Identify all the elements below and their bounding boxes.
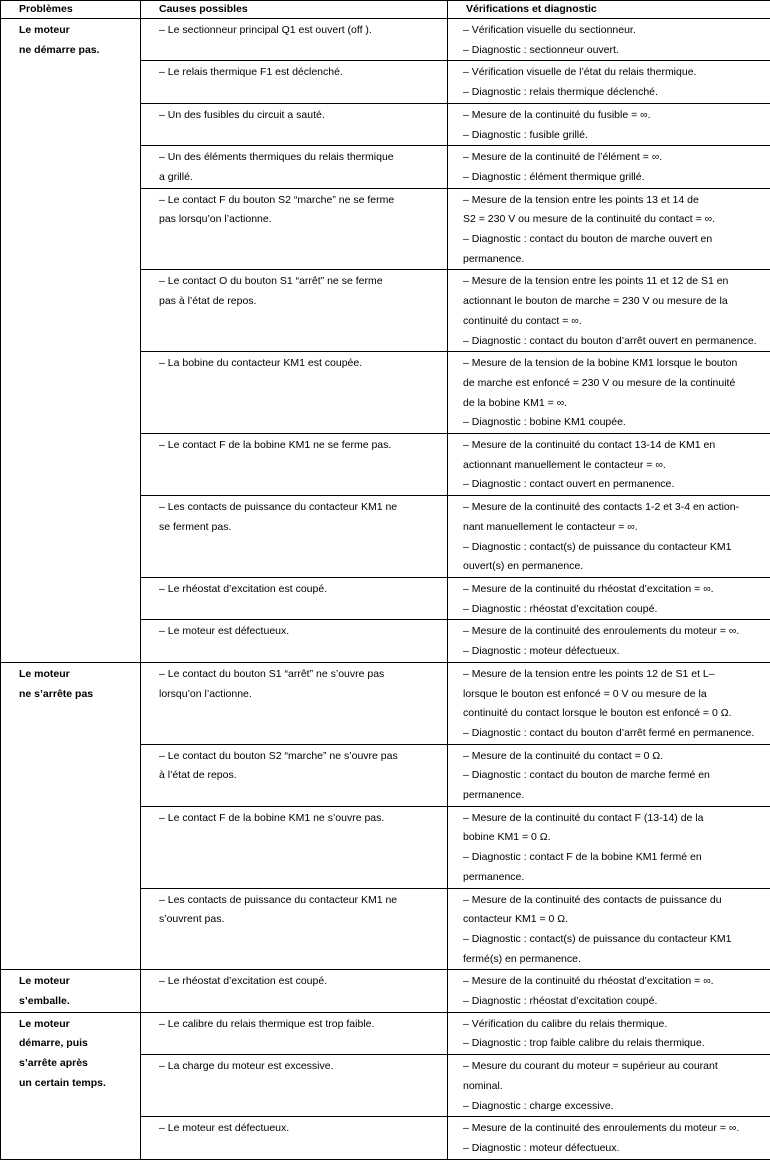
cause-cell (141, 496, 448, 578)
cause-line: – Le relais thermique F1 est déclenché. (159, 63, 443, 83)
verification-cell (448, 620, 770, 662)
verification-line: continuité du contact lorsque le bouton est enfoncé = 0 Ω. (463, 704, 766, 724)
verification-line: – Diagnostic : rhéostat d’excitation coupé. (463, 992, 766, 1012)
cause-cell (141, 620, 448, 662)
probleme-cell (1, 19, 141, 663)
verification-cell (448, 496, 770, 578)
cause-line: – Le contact O du bouton S1 “arrêt” ne se ferme (159, 272, 443, 292)
probleme-line: ne démarre pas. (19, 41, 140, 61)
verification-cell (448, 662, 770, 744)
verification-line: – Mesure de la continuité des contacts de puissance du (463, 891, 766, 911)
probleme-line: ne s’arrête pas (19, 685, 140, 705)
cause-line: lorsqu’on l’actionne. (159, 685, 443, 705)
cause-line: – Le contact du bouton S1 “arrêt” ne s’ouvre pas (159, 665, 443, 685)
cause-line: – La charge du moteur est excessive. (159, 1057, 443, 1077)
verification-line: permanence. (463, 786, 766, 806)
probleme-cell (1, 970, 141, 1012)
verification-line: – Diagnostic : contact(s) de puissance du contacteur KM1 (463, 538, 766, 558)
verification-line: – Mesure de la continuité du rhéostat d’excitation = ∞. (463, 580, 766, 600)
cause-line: pas à l’état de repos. (159, 292, 443, 312)
verification-cell (448, 352, 770, 434)
cause-line: a grillé. (159, 168, 443, 188)
verification-line: – Mesure de la continuité des enroulements du moteur = ∞. (463, 622, 766, 642)
verification-line: actionnant manuellement le contacteur = ∞. (463, 456, 766, 476)
verification-line: – Diagnostic : contact du bouton de marche ouvert en (463, 230, 766, 250)
verification-line: actionnant le bouton de marche = 230 V ou mesure de la (463, 292, 766, 312)
verification-line: – Diagnostic : contact du bouton de marche fermé en (463, 766, 766, 786)
cause-line: – Un des éléments thermiques du relais thermique (159, 148, 443, 168)
cause-cell (141, 146, 448, 188)
verification-line: – Mesure de la continuité du fusible = ∞. (463, 106, 766, 126)
table-row (1, 19, 770, 61)
cause-cell (141, 888, 448, 970)
probleme-line: s’emballe. (19, 992, 140, 1012)
verification-line: nant manuellement le contacteur = ∞. (463, 518, 766, 538)
cause-line: – Les contacts de puissance du contacteur KM1 ne (159, 498, 443, 518)
verification-line: nominal. (463, 1077, 766, 1097)
verification-cell (448, 1117, 770, 1159)
verification-line: continuité du contact = ∞. (463, 312, 766, 332)
cause-line: – Le sectionneur principal Q1 est ouvert (off ). (159, 21, 443, 41)
cause-cell (141, 662, 448, 744)
probleme-line: Le moteur (19, 972, 140, 992)
verification-line: – Diagnostic : charge excessive. (463, 1097, 766, 1117)
cause-line: – Le moteur est défectueux. (159, 1119, 443, 1139)
verification-line: – Diagnostic : trop faible calibre du relais thermique. (463, 1034, 766, 1054)
cause-cell (141, 970, 448, 1012)
verification-line: – Diagnostic : contact F de la bobine KM1 fermé en (463, 848, 766, 868)
verification-cell (448, 434, 770, 496)
verification-cell (448, 744, 770, 806)
cause-cell (141, 61, 448, 103)
verification-cell (448, 806, 770, 888)
cause-cell (141, 1055, 448, 1117)
probleme-line: un certain temps. (19, 1074, 140, 1094)
cause-cell (141, 1012, 448, 1054)
cause-line: se ferment pas. (159, 518, 443, 538)
verification-line: – Mesure de la continuité du contact 13-14 de KM1 en (463, 436, 766, 456)
verification-line: – Mesure de la continuité des contacts 1-2 et 3-4 en action- (463, 498, 766, 518)
cause-line: – Le contact F du bouton S2 “marche” ne se ferme (159, 191, 443, 211)
verification-line: – Diagnostic : contact ouvert en permanence. (463, 475, 766, 495)
verification-line: permanence. (463, 868, 766, 888)
probleme-line: Le moteur (19, 1015, 140, 1035)
cause-line: – Le calibre du relais thermique est trop faible. (159, 1015, 443, 1035)
verification-line: – Mesure de la tension entre les points 12 de S1 et L– (463, 665, 766, 685)
verification-cell (448, 61, 770, 103)
probleme-line: démarre, puis (19, 1034, 140, 1054)
verification-line: contacteur KM1 = 0 Ω. (463, 910, 766, 930)
table-row (1, 970, 770, 1012)
verification-cell (448, 146, 770, 188)
verification-line: bobine KM1 = 0 Ω. (463, 828, 766, 848)
header-causes: Causes possibles (141, 1, 448, 19)
verification-cell (448, 888, 770, 970)
cause-line: – Le rhéostat d’excitation est coupé. (159, 580, 443, 600)
cause-cell (141, 1117, 448, 1159)
cause-line: à l’état de repos. (159, 766, 443, 786)
verification-line: – Vérification du calibre du relais thermique. (463, 1015, 766, 1035)
verification-line: – Mesure de la tension entre les points 13 et 14 de (463, 191, 766, 211)
cause-cell (141, 434, 448, 496)
cause-cell (141, 19, 448, 61)
header-verifications: Vérifications et diagnostic (448, 1, 770, 19)
verification-line: – Diagnostic : contact du bouton d’arrêt ouvert en permanence. (463, 332, 766, 352)
table-row (1, 1012, 770, 1054)
probleme-line: Le moteur (19, 665, 140, 685)
cause-line: – Le moteur est défectueux. (159, 622, 443, 642)
probleme-line: s’arrête après (19, 1054, 140, 1074)
cause-line: – La bobine du contacteur KM1 est coupée. (159, 354, 443, 374)
probleme-line: Le moteur (19, 21, 140, 41)
cause-cell (141, 270, 448, 352)
verification-line: – Diagnostic : élément thermique grillé. (463, 168, 766, 188)
verification-line: – Vérification visuelle de l’état du relais thermique. (463, 63, 766, 83)
verification-line: – Diagnostic : moteur défectueux. (463, 642, 766, 662)
verification-line: de marche est enfoncé = 230 V ou mesure de la continuité (463, 374, 766, 394)
cause-line: – Le contact F de la bobine KM1 ne se ferme pas. (159, 436, 443, 456)
verification-cell (448, 970, 770, 1012)
verification-line: – Mesure de la continuité de l’élément = ∞. (463, 148, 766, 168)
verification-cell (448, 19, 770, 61)
verification-line: – Mesure de la continuité du contact F (13-14) de la (463, 809, 766, 829)
verification-line: – Diagnostic : rhéostat d’excitation coupé. (463, 600, 766, 620)
verification-cell (448, 103, 770, 145)
cause-cell (141, 577, 448, 619)
verification-cell (448, 1055, 770, 1117)
verification-line: – Diagnostic : contact du bouton d’arrêt fermé en permanence. (463, 724, 766, 744)
cause-cell (141, 806, 448, 888)
header-row (1, 1, 770, 19)
probleme-cell (1, 1012, 141, 1159)
cause-cell (141, 188, 448, 270)
cause-line: pas lorsqu’on l’actionne. (159, 210, 443, 230)
verification-line: S2 = 230 V ou mesure de la continuité du contact = ∞. (463, 210, 766, 230)
verification-line: – Diagnostic : fusible grillé. (463, 126, 766, 146)
cause-cell (141, 352, 448, 434)
cause-line: – Les contacts de puissance du contacteur KM1 ne (159, 891, 443, 911)
verification-cell (448, 1012, 770, 1054)
verification-line: lorsque le bouton est enfoncé = 0 V ou mesure de la (463, 685, 766, 705)
verification-cell (448, 577, 770, 619)
header-problemes: Problèmes (1, 1, 141, 19)
probleme-cell (1, 662, 141, 970)
verification-cell (448, 270, 770, 352)
verification-line: de la bobine KM1 = ∞. (463, 394, 766, 414)
cause-line: – Le rhéostat d’excitation est coupé. (159, 972, 443, 992)
verification-line: – Diagnostic : bobine KM1 coupée. (463, 413, 766, 433)
verification-line: ouvert(s) en permanence. (463, 557, 766, 577)
verification-cell (448, 188, 770, 270)
verification-line: – Diagnostic : contact(s) de puissance du contacteur KM1 (463, 930, 766, 950)
cause-line: – Le contact du bouton S2 “marche” ne s’ouvre pas (159, 747, 443, 767)
verification-line: – Diagnostic : relais thermique déclenché. (463, 83, 766, 103)
cause-line: – Le contact F de la bobine KM1 ne s’ouvre pas. (159, 809, 443, 829)
cause-line: – Un des fusibles du circuit a sauté. (159, 106, 443, 126)
verification-line: permanence. (463, 250, 766, 270)
cause-cell (141, 744, 448, 806)
verification-line: – Vérification visuelle du sectionneur. (463, 21, 766, 41)
verification-line: – Mesure de la tension entre les points 11 et 12 de S1 en (463, 272, 766, 292)
verification-line: – Mesure de la continuité du contact = 0 Ω. (463, 747, 766, 767)
cause-line: s’ouvrent pas. (159, 910, 443, 930)
verification-line: – Mesure de la tension de la bobine KM1 lorsque le bouton (463, 354, 766, 374)
verification-line: – Mesure du courant du moteur = supérieur au courant (463, 1057, 766, 1077)
verification-line: – Diagnostic : moteur défectueux. (463, 1139, 766, 1159)
verification-line: – Diagnostic : sectionneur ouvert. (463, 41, 766, 61)
verification-line: – Mesure de la continuité du rhéostat d’excitation = ∞. (463, 972, 766, 992)
cause-cell (141, 103, 448, 145)
table-row (1, 662, 770, 744)
verification-line: – Mesure de la continuité des enroulements du moteur = ∞. (463, 1119, 766, 1139)
verification-line: fermé(s) en permanence. (463, 950, 766, 970)
